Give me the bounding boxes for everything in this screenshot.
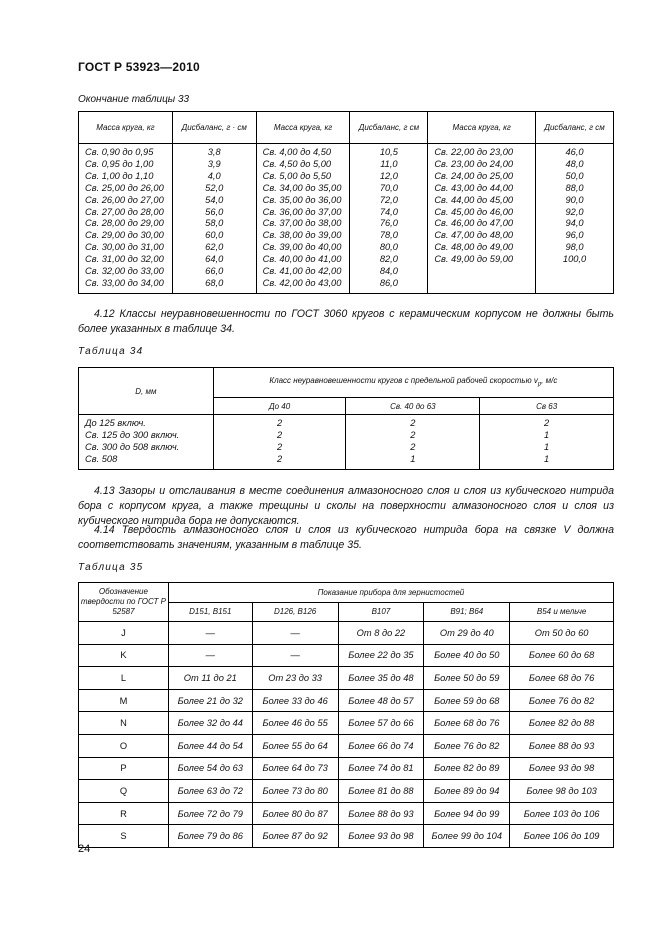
t33-mass-cell: Св. 39,00 до 40,00 [262,242,342,253]
t35-reading-cell: Более 44 до 54 [168,734,252,757]
t33-header-mass-2: Масса круга, кг [256,112,350,144]
t35-reading-cell: Более 93 до 98 [338,825,424,848]
t33-mass-cell: Св. 37,00 до 38,00 [262,218,342,229]
t34-header-speed-2: Св. 40 до 63 [346,398,480,415]
t33-header-mass-3: Масса круга, кг [428,112,536,144]
t34-diameter-cell: Св. 300 до 508 включ. [85,441,180,452]
table-33-caption: Окончание таблицы 33 [78,94,190,105]
paragraph-4-12: 4.12 Классы неуравновешенности по ГОСТ 3060 кругов с керамическим корпусом не должны быть более указанных в таблице 34. [78,308,614,335]
t34-class-cell: 2 [276,418,283,428]
t35-reading-cell: Более 35 до 48 [338,667,424,690]
t35-header-designation: Обозначение твердости по ГОСТ Р 52587 [79,583,169,622]
t35-body [79,622,614,848]
t35-reading-cell: Более 68 до 76 [424,712,510,735]
t35-header-grit-4: В91; В64 [424,603,510,622]
t33-mass-cell: Св. 29,00 до 30,00 [85,230,164,241]
t34-header-class-unit: , м/с [541,375,558,385]
t35-reading-cell: Более 63 до 72 [168,780,252,803]
table-row [79,622,614,645]
t35-header-grit-2: D126, В126 [252,603,338,622]
t33-imbalance-cell: 72,0 [379,194,398,205]
t33-mass-column-2 [256,144,350,294]
t35-reading-cell: Более 88 до 93 [510,734,614,757]
t33-imbalance-cell: 74,0 [379,206,398,217]
t33-mass-cell: Св. 0,95 до 1,00 [85,158,154,169]
t33-imbalance-cell: 50,0 [565,170,584,181]
t35-hardness-cell: O [79,734,169,757]
t35-reading-cell: — [168,622,252,645]
t35-reading-cell: Более 74 до 81 [338,757,424,780]
t34-header-class-subscript: р [537,381,542,388]
t34-class-cell: 2 [276,429,283,440]
t35-reading-cell: Более 22 до 35 [338,644,424,667]
t33-imbalance-column-2 [350,144,428,294]
t33-mass-cell: Св. 4,50 до 5,00 [262,158,332,169]
t35-hardness-cell: J [79,622,169,645]
t33-mass-cell: Св. 23,00 до 24,00 [434,158,514,169]
t33-imbalance-cell: 70,0 [379,182,398,193]
t35-reading-cell: От 50 до 60 [510,622,614,645]
t35-reading-cell: Более 33 до 46 [252,689,338,712]
t35-reading-cell: Более 72 до 79 [168,802,252,825]
table-row [79,757,614,780]
t33-imbalance-cell: 80,0 [379,242,398,253]
t33-mass-cell: Св. 28,00 до 29,00 [85,218,164,229]
t33-mass-cell: Св. 22,00 до 23,00 [434,147,514,157]
t34-header-class-group [213,368,613,398]
t35-reading-cell: Более 76 до 82 [424,734,510,757]
t35-reading-cell: Более 73 до 80 [252,780,338,803]
paragraph-4-13: 4.13 Зазоры и отслаивания в месте соединения алмазоносного слоя и слоя из кубического нитрида бора с корпусом круга, а также трещины и сколы на поверхности алмазоносного слоя и слоя из кубического нитрида бора не допускаются. [78,485,614,527]
t34-class-cell: 2 [276,441,283,452]
t35-hardness-cell: R [79,802,169,825]
table-row [79,802,614,825]
t33-imbalance-cell: 98,0 [565,242,584,253]
t35-reading-cell: Более 55 до 64 [252,734,338,757]
t33-mass-cell: Св. 48,00 до 49,00 [434,242,514,253]
table-35 [78,582,614,848]
t33-imbalance-cell: 90,0 [565,194,584,205]
t35-header-reading-group: Показание прибора для зернистостей [168,583,613,603]
t34-diameter-cell: Св. 125 до 300 включ. [85,429,180,440]
t35-reading-cell: Более 81 до 88 [338,780,424,803]
table-row [79,825,614,848]
t33-mass-cell: Св. 26,00 до 27,00 [85,194,164,205]
t34-diameter-column [79,415,214,470]
t33-mass-cell: Св. 38,00 до 39,00 [262,230,342,241]
t35-reading-cell: Более 89 до 94 [424,780,510,803]
t33-imbalance-cell: 94,0 [565,218,584,229]
t33-mass-cell: Св. 47,00 до 48,00 [434,230,514,241]
t34-header-diameter: D, мм [79,368,214,415]
t33-imbalance-cell: 76,0 [379,218,398,229]
t35-hardness-cell: N [79,712,169,735]
table-row [79,644,614,667]
t34-class-cell: 1 [544,453,550,464]
t33-mass-cell: Св. 49,00 до 59,00 [434,254,514,265]
t33-header-mass-1: Масса круга, кг [79,112,173,144]
t33-mass-cell: Св. 45,00 до 46,00 [434,206,514,217]
t33-imbalance-cell: 78,0 [379,230,398,241]
t33-mass-cell: Св. 31,00 до 32,00 [85,254,164,265]
t34-diameter-cell: Св. 508 [85,453,118,464]
t35-reading-cell: Более 88 до 93 [338,802,424,825]
t33-mass-cell: Св. 35,00 до 36,00 [262,194,342,205]
t34-diameter-cell: До 125 включ. [85,418,146,428]
t35-reading-cell: Более 98 до 103 [510,780,614,803]
t33-header-imbalance-1: Дисбаланс, г · см [172,112,256,144]
t33-imbalance-cell: 60,0 [205,230,224,241]
t35-reading-cell: Более 48 до 57 [338,689,424,712]
t35-hardness-cell: L [79,667,169,690]
table-33 [78,111,614,294]
t35-reading-cell: Более 68 до 76 [510,667,614,690]
t35-reading-cell: Более 82 до 89 [424,757,510,780]
t33-mass-cell: Св. 5,00 до 5,50 [262,170,332,181]
table-34 [78,367,614,470]
t33-mass-cell: Св. 34,00 до 35,00 [262,182,342,193]
t33-mass-cell: Св. 43,00 до 44,00 [434,182,514,193]
t33-mass-cell: Св. 0,90 до 0,95 [85,147,154,157]
t35-reading-cell: От 29 до 40 [424,622,510,645]
t34-class-cell: 2 [410,418,416,428]
table-row [79,780,614,803]
table-row [79,712,614,735]
t33-mass-cell: Св. 41,00 до 42,00 [262,266,342,277]
t33-imbalance-cell: 84,0 [379,266,398,277]
t35-hardness-cell: M [79,689,169,712]
t33-mass-cell: Св. 30,00 до 31,00 [85,242,164,253]
t35-reading-cell: Более 54 до 63 [168,757,252,780]
t33-mass-cell: Св. 32,00 до 33,00 [85,266,164,277]
t33-imbalance-cell: 46,0 [565,147,584,157]
t35-reading-cell: Более 21 до 32 [168,689,252,712]
t35-reading-cell: Более 40 до 50 [424,644,510,667]
t35-reading-cell: Более 99 до 104 [424,825,510,848]
t35-hardness-cell: Q [79,780,169,803]
t35-reading-cell: — [252,644,338,667]
t33-mass-cell: Св. 42,00 до 43,00 [262,277,342,288]
t33-imbalance-column-1 [172,144,256,294]
t33-imbalance-cell: 100,0 [562,254,587,265]
t33-imbalance-cell: 86,0 [379,277,398,288]
t34-class-cell: 1 [410,453,416,464]
t33-imbalance-cell: 88,0 [565,182,584,193]
t33-mass-cell: Св. 25,00 до 26,00 [85,182,164,193]
t33-imbalance-cell: 66,0 [205,266,224,277]
t33-mass-cell: Св. 24,00 до 25,00 [434,170,514,181]
t34-class-cell: 1 [544,441,550,452]
t35-header-grit-3: В107 [338,603,424,622]
t33-imbalance-cell: 52,0 [205,182,224,193]
t35-reading-cell: Более 106 до 109 [510,825,614,848]
t33-imbalance-cell: 48,0 [565,158,584,169]
t33-imbalance-cell: 3,8 [207,147,221,157]
t35-reading-cell: Более 60 до 68 [510,644,614,667]
t33-imbalance-cell: 54,0 [205,194,224,205]
t33-header-imbalance-3: Дисбаланс, г см [536,112,614,144]
t35-reading-cell: От 23 до 33 [252,667,338,690]
t34-class-cell: 1 [544,429,550,440]
t33-imbalance-cell: 11,0 [380,158,398,169]
t33-imbalance-cell: 56,0 [205,206,224,217]
t35-hardness-cell: P [79,757,169,780]
t35-reading-cell: Более 64 до 73 [252,757,338,780]
t33-mass-cell: Св. 33,00 до 34,00 [85,277,164,288]
t33-imbalance-cell: 62,0 [205,242,224,253]
t33-imbalance-cell: 64,0 [205,254,224,265]
t34-class-column-3 [480,415,614,470]
t35-reading-cell: Более 87 до 92 [252,825,338,848]
t35-reading-cell: От 8 до 22 [338,622,424,645]
t34-class-cell: 2 [410,429,416,440]
t35-hardness-cell: S [79,825,169,848]
t33-imbalance-cell: 10,5 [379,147,398,157]
table-35-caption: Таблица 35 [78,562,144,573]
t33-imbalance-cell: 3,9 [207,158,221,169]
t34-class-column-2 [346,415,480,470]
t33-mass-cell: Св. 36,00 до 37,00 [262,206,342,217]
t35-reading-cell: Более 82 до 88 [510,712,614,735]
paragraph-4-14: 4.14 Твердость алмазоносного слоя и слоя из кубического нитрида бора на связке V должна соответствовать значениям, указанным в таблице 35. [78,524,614,551]
t35-reading-cell: Более 103 до 106 [510,802,614,825]
t35-reading-cell: Более 94 до 99 [424,802,510,825]
t34-class-column-1 [213,415,346,470]
t33-imbalance-cell: 4,0 [207,170,221,181]
t35-reading-cell: Более 50 до 59 [424,667,510,690]
table-34-caption: Таблица 34 [78,346,144,357]
t33-imbalance-cell: 82,0 [379,254,398,265]
t35-reading-cell: Более 46 до 55 [252,712,338,735]
t35-reading-cell: Более 76 до 82 [510,689,614,712]
t35-hardness-cell: K [79,644,169,667]
t33-mass-cell: Св. 1,00 до 1,10 [85,170,154,181]
t35-reading-cell: От 11 до 21 [168,667,252,690]
page-number: 24 [78,843,91,855]
t34-class-cell: 2 [276,453,283,464]
t33-imbalance-cell: 96,0 [565,230,584,241]
table-row [79,734,614,757]
t33-mass-cell: Св. 27,00 до 28,00 [85,206,164,217]
t35-header-grit-1: D151, В151 [168,603,252,622]
t33-imbalance-cell: 92,0 [565,206,584,217]
t35-reading-cell: — [168,644,252,667]
t33-imbalance-column-3 [536,144,614,294]
t33-imbalance-cell: 58,0 [205,218,224,229]
t33-imbalance-cell: 68,0 [205,277,224,288]
t35-reading-cell: Более 59 до 68 [424,689,510,712]
t34-header-class-text: Класс неуравновешенности кругов с предельной рабочей скоростью v [269,375,538,385]
t33-imbalance-cell: 12,0 [379,170,398,181]
t35-reading-cell: Более 32 до 44 [168,712,252,735]
document-code: ГОСТ Р 53923—2010 [78,60,200,74]
t35-reading-cell: Более 93 до 98 [510,757,614,780]
t33-header-imbalance-2: Дисбаланс, г см [350,112,428,144]
t33-mass-cell: Св. 46,00 до 47,00 [434,218,514,229]
t34-header-speed-3: Св 63 [480,398,614,415]
t33-mass-column-3 [428,144,536,294]
t35-reading-cell: Более 66 до 74 [338,734,424,757]
t33-mass-column-1 [79,144,173,294]
t34-class-cell: 2 [410,441,416,452]
t35-reading-cell: Более 79 до 86 [168,825,252,848]
t35-header-grit-5: В54 и мельче [510,603,614,622]
t33-mass-cell: Св. 4,00 до 4,50 [262,147,332,157]
t33-mass-cell: Св. 40,00 до 41,00 [262,254,342,265]
table-row [79,667,614,690]
table-row [79,689,614,712]
t33-mass-cell: Св. 44,00 до 45,00 [434,194,514,205]
t35-reading-cell: Более 80 до 87 [252,802,338,825]
t34-class-cell: 2 [544,418,550,428]
t34-header-speed-1: До 40 [213,398,346,415]
t35-reading-cell: Более 57 до 66 [338,712,424,735]
t35-reading-cell: — [252,622,338,645]
